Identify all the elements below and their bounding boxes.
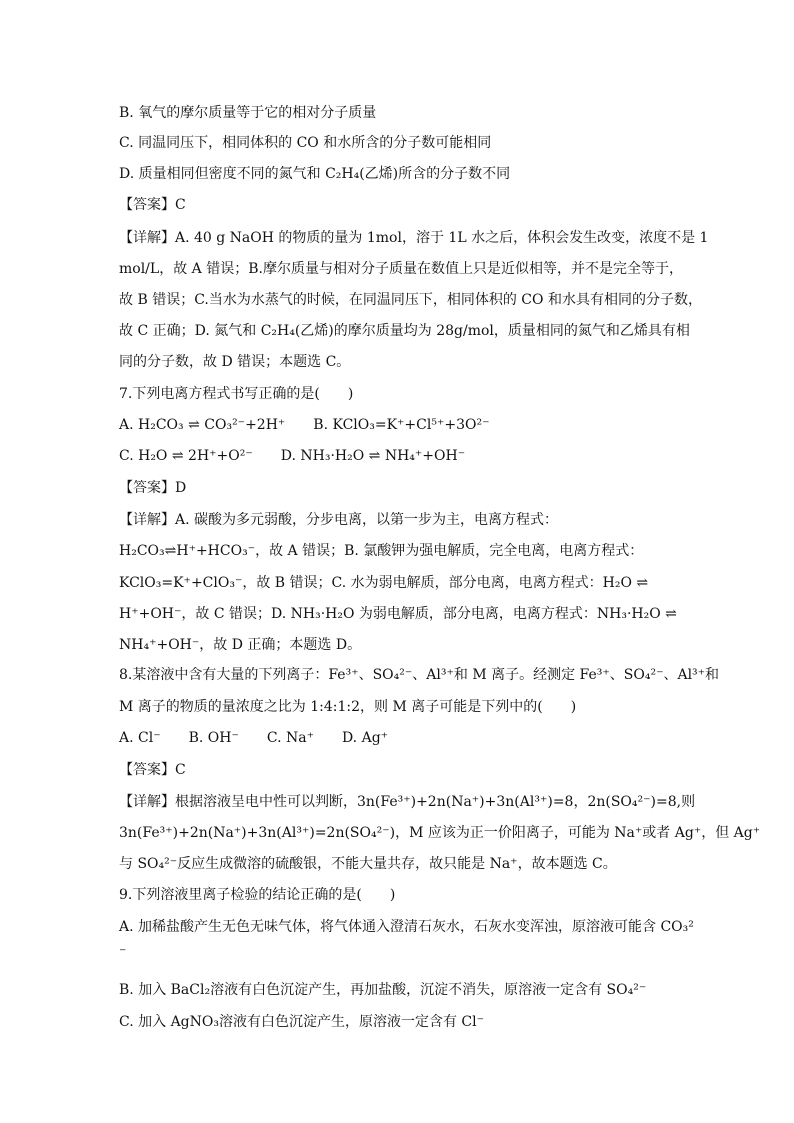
explanation-line: 【详解】A. 40 g NaOH 的物质的量为 1mol，溶于 1L 水之后，体积会发生改变，浓度不是 1	[119, 230, 709, 246]
explanation-line: mol/L，故 A 错误；B.摩尔质量与相对分子质量在数值上只是近似相等，并不是完全等于，	[119, 261, 683, 277]
question-9-option-b: B. 加入 BaCl₂溶液有白色沉淀产生，再加盐酸，沉淀不消失，原溶液一定含有 SO₄²⁻	[119, 982, 647, 998]
question-8-options: A. Cl⁻ B. OH⁻ C. Na⁺ D. Ag⁺	[119, 730, 389, 746]
explanation-line: 【详解】A. 碳酸为多元弱酸，分步电离，以第一步为主，电离方程式：	[119, 512, 559, 528]
question-9-option-a: A. 加稀盐酸产生无色无味气体，将气体通入澄清石灰水，石灰水变浑浊，原溶液可能含 CO₃²	[119, 919, 694, 935]
explanation-line: 故 B 错误；C.当水为水蒸气的时候，在同温同压下，相同体积的 CO 和水具有相同的分子数，	[119, 292, 702, 308]
explanation-line: 故 C 正确；D. 氮气和 C₂H₄(乙烯)的摩尔质量均为 28g/mol，质量相同的氮气和乙烯具有相	[119, 323, 690, 339]
question-9-stem: 9.下列溶液里离子检验的结论正确的是( )	[119, 887, 396, 903]
explanation-line: 【详解】根据溶液呈电中性可以判断，3n(Fe³⁺)+2n(Na⁺)+3n(Al³⁺)=8，2n(SO₄²⁻)=8,则	[119, 794, 696, 810]
question-8-stem: 8.某溶液中含有大量的下列离子：Fe³⁺、SO₄²⁻、Al³⁺和 M 离子。经测定 Fe³⁺、SO₄²⁻、Al³⁺和	[119, 667, 720, 683]
question-9-option-c: C. 加入 AgNO₃溶液有白色沉淀产生，原溶液一定含有 Cl⁻	[119, 1014, 485, 1030]
question-8-stem: M 离子的物质的量浓度之比为 1:4:1:2，则 M 离子可能是下列中的( )	[119, 699, 577, 715]
explanation-line: KClO₃=K⁺+ClO₃⁻，故 B 错误；C. 水为弱电解质，部分电离，电离方程式：H₂O ⇌	[119, 575, 649, 591]
explanation-line: NH₄⁺+OH⁻，故 D 正确；本题选 D。	[119, 637, 362, 653]
answer-line: 【答案】C	[119, 197, 186, 213]
explanation-line: H⁺+OH⁻，故 C 错误；D. NH₃·H₂O 为弱电解质，部分电离，电离方程式：NH₃·H₂O ⇌	[119, 606, 677, 622]
question-7-options-ab: A. H₂CO₃ ⇌ CO₃²⁻+2H⁺ B. KClO₃=K⁺+Cl⁵⁺+3O²⁻	[119, 417, 490, 433]
question-7-stem: 7.下列电离方程式书写正确的是( )	[119, 386, 354, 402]
option-b-line: B. 氧气的摩尔质量等于它的相对分子质量	[119, 105, 377, 121]
question-7-options-cd: C. H₂O ⇌ 2H⁺+O²⁻ D. NH₃·H₂O ⇌ NH₄⁺+OH⁻	[119, 448, 466, 464]
explanation-line: H₂CO₃⇌H⁺+HCO₃⁻，故 A 错误；B. 氯酸钾为强电解质，完全电离，电离方程式：	[119, 543, 644, 559]
explanation-line: 与 SO₄²⁻反应生成微溶的硫酸银，不能大量共存，故只能是 Na⁺，故本题选 C。	[119, 856, 617, 872]
question-9-option-a: ⁻	[119, 945, 127, 961]
explanation-line: 同的分子数，故 D 错误；本题选 C。	[119, 354, 351, 370]
answer-line: 【答案】D	[119, 480, 187, 496]
option-c-line: C. 同温同压下，相同体积的 CO 和水所含的分子数可能相同	[119, 135, 492, 151]
answer-line: 【答案】C	[119, 762, 186, 778]
option-d-line: D. 质量相同但密度不同的氮气和 C₂H₄(乙烯)所含的分子数不同	[119, 166, 511, 182]
explanation-line: 3n(Fe³⁺)+2n(Na⁺)+3n(Al³⁺)=2n(SO₄²⁻)，M 应该为正一价阳离子，可能为 Na⁺或者 Ag⁺，但 Ag⁺	[119, 825, 761, 841]
